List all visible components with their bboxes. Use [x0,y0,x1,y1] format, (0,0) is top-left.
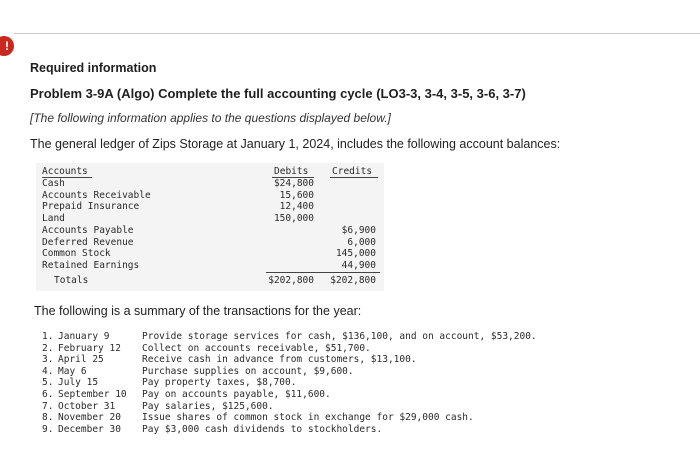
ledger-account-name: Prepaid Insurance [42,201,140,213]
credits-header: Credits [332,166,373,177]
alert-badge-glyph: ! [5,39,9,53]
general-ledger-table [36,163,384,291]
top-divider [14,33,700,34]
transaction-number: 6. [42,389,54,400]
totals-debit: $202,800 [268,275,314,286]
transaction-description: Provide storage services for cash, $136,100, and on account, $53,200. [142,331,537,342]
transaction-date: November 20 [58,412,121,424]
ledger-account-name: Cash [42,178,65,189]
transaction-number: 2. [42,342,54,354]
transaction-date: April 25 [58,354,104,366]
transaction-number: 5. [42,377,54,389]
ledger-credit-value: $6,900 [341,224,376,236]
debits-header: Debits [274,166,309,177]
ledger-credit-value: 6,000 [347,236,376,248]
transaction-date: January 9 [58,331,110,342]
totals-label: Totals [54,275,89,286]
transaction-date: October 31 [58,400,116,412]
ledger-account-name: Accounts Payable [42,224,134,236]
alert-icon [0,36,14,56]
transaction-number: 3. [42,354,54,366]
transaction-description: Issue shares of common stock in exchange for $29,000 cash. [142,412,474,424]
ledger-account-name: Accounts Receivable [42,189,151,201]
transaction-date: July 15 [58,377,99,389]
ledger-account-name: Deferred Revenue [42,236,134,248]
transaction-date: December 30 [58,423,121,435]
ledger-debit-value: 12,400 [279,201,314,213]
ledger-intro: The general ledger of Zips Storage at January 1, 2024, includes the following account balances: [30,137,561,151]
ledger-debit-value: 15,600 [279,189,314,201]
ledger-debit-value: 150,000 [273,213,314,225]
transaction-date: February 12 [58,342,121,354]
accounts-header: Accounts [42,166,88,177]
credits-header-underline [330,177,378,178]
totals-credit: $202,800 [330,275,376,286]
transaction-number: 1. [42,331,54,342]
ledger-debit-value: $24,800 [273,178,314,189]
transactions-intro: The following is a summary of the transactions for the year: [34,304,362,318]
transaction-description: Pay salaries, $125,600. [142,400,274,412]
transaction-number: 7. [42,400,54,412]
ledger-credit-value: 44,900 [341,259,376,271]
transaction-description: Pay on accounts payable, $11,600. [142,389,331,400]
problem-title: Problem 3-9A (Algo) Complete the full accounting cycle (LO3-3, 3-4, 3-5, 3-6, 3-7) [30,86,526,101]
transaction-description: Pay property taxes, $8,700. [142,377,297,389]
required-info-heading: Required information [30,61,157,75]
transaction-date: September 10 [58,389,127,400]
ledger-account-name: Land [42,213,65,225]
transaction-description: Purchase supplies on account, $9,600. [142,365,354,377]
info-note: [The following information applies to the questions displayed below.] [30,111,391,125]
transaction-description: Pay $3,000 cash dividends to stockholders. [142,423,383,435]
transaction-description: Receive cash in advance from customers, $13,100. [142,354,417,366]
transaction-number: 9. [42,423,54,435]
transaction-description: Collect on accounts receivable, $51,700. [142,342,371,354]
ledger-account-name: Common Stock [42,248,111,260]
ledger-account-name: Retained Earnings [42,259,140,271]
totals-rule [266,272,380,273]
transaction-number: 8. [42,412,54,424]
transaction-number: 4. [42,365,54,377]
transaction-date: May 6 [58,365,87,377]
ledger-credit-value: 145,000 [335,248,376,260]
